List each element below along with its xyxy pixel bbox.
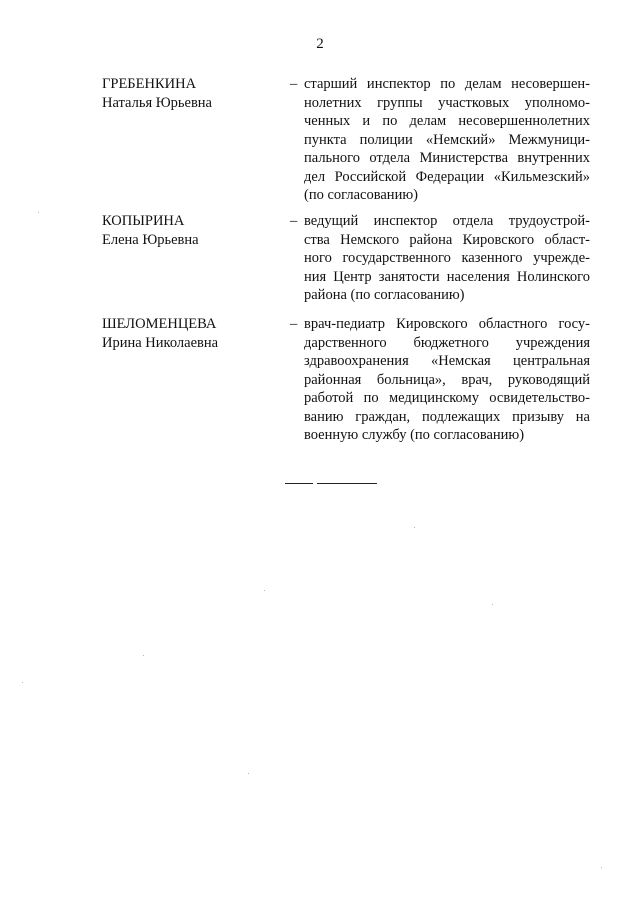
role-line: дел Российской Федерации «Кильмезский» — [304, 168, 590, 185]
scan-speck — [22, 682, 23, 683]
member-surname: ШЕЛОМЕНЦЕВА — [102, 316, 217, 332]
role-line: ведущий инспектор отдела трудоустрой- — [304, 213, 590, 229]
end-rule-gap — [313, 481, 317, 485]
scan-speck — [601, 867, 602, 868]
role-line: врач-педиатр Кировского областного госу- — [304, 316, 590, 332]
member-entry — [102, 212, 602, 307]
member-role — [304, 212, 590, 305]
scan-speck — [414, 527, 415, 528]
role-line: дарственного бюджетного учреждения — [304, 334, 590, 351]
member-entry — [102, 315, 602, 445]
member-role — [304, 315, 590, 445]
member-given-names: Наталья Юрьевна — [102, 94, 212, 111]
member-given-names: Елена Юрьевна — [102, 231, 199, 248]
role-line: военную службу (по согласованию) — [304, 427, 525, 443]
role-line: пального отдела Министерства внутренних — [304, 150, 590, 166]
role-line: старший инспектор по делам несовершен- — [304, 76, 590, 92]
member-given-names: Ирина Николаевна — [102, 334, 219, 351]
role-line: работой по медицинскому освидетельство- — [304, 390, 590, 406]
scan-speck — [248, 773, 249, 774]
scan-speck — [143, 655, 144, 656]
member-name — [102, 315, 272, 352]
role-line: ства Немского района Кировского област- — [304, 231, 590, 248]
role-line: ченных и по делам несовершеннолетних — [304, 113, 590, 129]
role-line: района (по согласованию) — [304, 287, 465, 303]
role-line: ния Центр занятости населения Нолинского — [304, 268, 590, 285]
role-line: (по согласованию) — [304, 187, 418, 203]
member-name — [102, 75, 272, 112]
role-line: ного государственного казенного учрежде- — [304, 250, 590, 266]
member-surname: ГРЕБЕНКИНА — [102, 76, 197, 92]
member-role — [304, 75, 590, 205]
separator-dash: – — [290, 316, 298, 332]
scan-speck — [264, 590, 265, 591]
role-line: пункта полиции «Немский» Межмуници- — [304, 131, 590, 148]
scan-speck — [492, 604, 493, 605]
role-line: здравоохранения «Немская центральная — [304, 353, 590, 369]
role-line: ванию граждан, подлежащих призыву на — [304, 408, 590, 425]
role-line: районная больница», врач, руководящий — [304, 371, 590, 388]
member-entry — [102, 75, 602, 205]
role-line: нолетних группы участковых уполномо- — [304, 94, 590, 111]
page-number: 2 — [316, 36, 324, 52]
scan-speck — [38, 212, 39, 213]
member-name — [102, 212, 272, 249]
end-of-list-rule — [285, 483, 377, 484]
separator-dash: – — [290, 213, 298, 229]
separator-dash: – — [290, 76, 298, 92]
member-surname: КОПЫРИНА — [102, 213, 185, 229]
